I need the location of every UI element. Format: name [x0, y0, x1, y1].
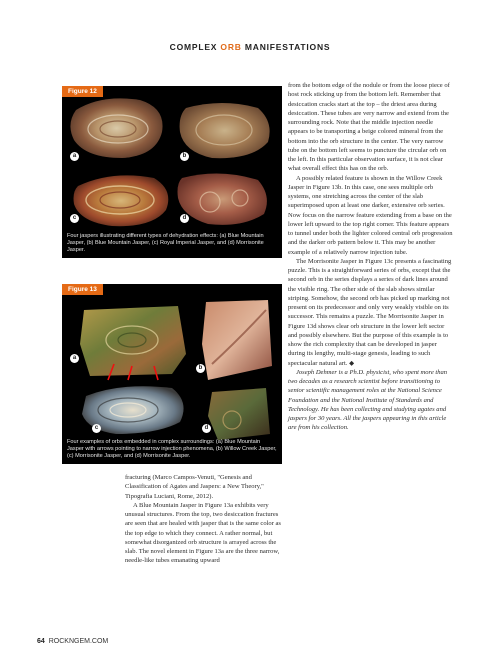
stone-12a: [70, 98, 162, 158]
figure-13-photos: [62, 284, 282, 464]
figure-13: [62, 284, 282, 464]
right-column: [288, 81, 454, 433]
marker-13c: c: [92, 424, 101, 433]
marker-12c: c: [70, 214, 79, 223]
header-pre: COMPLEX: [169, 42, 221, 52]
marker-12d: d: [180, 214, 189, 223]
figure-12-label: Figure 12: [62, 86, 103, 97]
site-name: ROCKNGEM.COM: [48, 638, 109, 645]
stone-12d: [178, 173, 267, 224]
right-paragraph-1: from the bottom edge of the nodule or from the loose piece of host rock sticking up from the bottom left. Remember that desiccation cracks start at the top – the driest area during desiccation. These tubes are very narrow and extend from the surrounding rock. Note that the middle injection needle appears to be transporting a beige colored mineral from the bottom into the orb structure in the center. The very narrow tube on the bottom left seems to puncture the circular orb on the left. In this particular observation surface, it is not clear what overall effect this has on the orb.: [288, 82, 450, 173]
marker-13d: d: [202, 424, 211, 433]
left-paragraph-1: fracturing (Marco Campos-Venuti, "Genesis and Classification of Agates and Jaspers: a New Theory," Tipografia Luciani, Rome, 2012).: [125, 474, 264, 500]
left-paragraph-2: A Blue Mountain Jasper in Figure 13a exhibits very unusual structures. From the top, two desiccation fractures are seen that are healed with jasper that is the same color as the top edge to which they connect. A rather normal, but somewhat disorganized orb structure is arrayed across the slab. The novel element in Figure 13a are the three narrow, needle-like tubes emanating upward: [125, 501, 281, 565]
marker-13b: b: [196, 364, 205, 373]
right-paragraph-3: The Morrisonite Jasper in Figure 13c presents a fascinating puzzle. This is a straightforward series of orbs, except that the second orb in the series displays a series of dark lines around the visible ring. The other side of the slab shows similar striping. Somehow, the second orb has picked up marking not present on its predecessor and only very weakly visible on its successor. This remains a puzzle. The Morrisonite Jasper in Figure 13d shows clear orb structure in the lower left sector and possibly elsewhere. But the purpose of this example is to show the rich complexity that can be developed in jasper during its lengthy, multi-stage genesis, leading to such spectacular natural art. ◆: [288, 257, 452, 367]
running-header: [0, 42, 500, 52]
figure-12: [62, 86, 282, 258]
author-bio: Joseph Dehmer is a Ph.D. physicist, who spent more than two decades as a research scientist before transitioning to senior scientific management roles at the National Science Foundation and the National Institute of Standards and Technology. He has been collecting and studying agates and jaspers for 30 years. All the jaspers appearing in this article are from his collection.: [288, 368, 448, 432]
page-number: 64: [37, 638, 45, 645]
marker-13a: a: [70, 354, 79, 363]
right-paragraph-2: A possibly related feature is shown in the Willow Creek Jasper in Figure 13b. In this case, one sees multiple orb systems, one stretching across the center of the slab superimposed upon at least one darker, extensive orb series. Now focus on the narrow feature extending from a base on the lower left upward to the top right corner. This feature appears to tunnel under both the lighter colored central orb progression and the darker orb pattern below it. This may be another example of a relatively narrow injection tube.: [288, 174, 453, 256]
header-accent: ORB: [220, 42, 242, 52]
left-column: [125, 473, 283, 566]
stone-13a: [80, 306, 186, 376]
figure-13-label: Figure 13: [62, 284, 103, 295]
page-footer: [37, 638, 108, 645]
figure-13-caption: Four examples of orbs embedded in complex surroundings: (a) Blue Mountain Jasper with arrows pointing to narrow injection phenomena, (b) Willow Creek Jasper, (c) Morrisonite Jasper, and (d) Morrisonite Jasper.: [67, 439, 277, 459]
stone-12b: [180, 103, 270, 158]
header-post: MANIFESTATIONS: [241, 42, 331, 52]
marker-12b: b: [180, 152, 189, 161]
marker-12a: a: [70, 152, 79, 161]
figure-12-caption: Four jaspers illustrating different types of dehydration effects: (a) Blue Mountain Jasper, (b) Blue Mountain Jasper, (c) Royal Imperial Jasper, and (d) Morrisonite Jasper.: [67, 233, 264, 253]
